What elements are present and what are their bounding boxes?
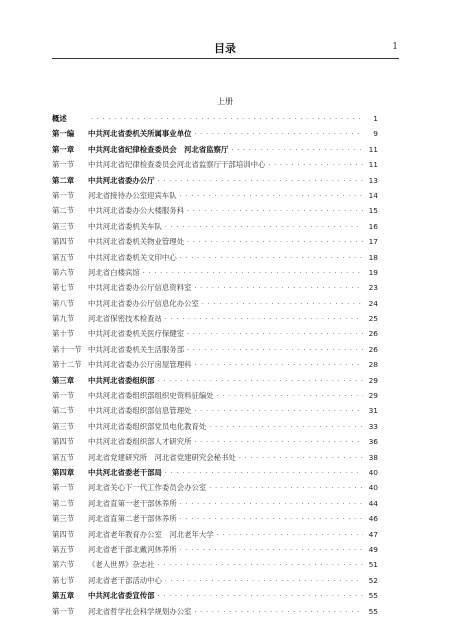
toc-entry-label: 第六节 <box>52 267 75 277</box>
toc-section-entry[interactable] <box>52 403 378 418</box>
toc-entry-page-number: 26 <box>368 329 378 339</box>
toc-entry-title: 河北省关心下一代工作委员会办公室 <box>88 483 207 493</box>
toc-entry-label: 概述 <box>52 114 67 123</box>
toc-entry-title: 河北省白楼宾馆 <box>88 267 140 277</box>
toc-entry-title: 《老人世界》杂志社 <box>88 560 155 570</box>
toc-leader-dots <box>239 451 363 466</box>
toc-entry-label: 第十一节 <box>52 344 82 354</box>
toc-section-entry[interactable] <box>52 357 378 372</box>
toc-entry-page-number: 49 <box>368 544 378 554</box>
toc-entry-page-number: 24 <box>368 298 378 308</box>
toc-section-entry[interactable] <box>52 311 378 326</box>
toc-section-entry[interactable] <box>52 157 378 172</box>
toc-leader-dots <box>158 589 363 604</box>
toc-leader-dots <box>194 358 363 373</box>
toc-leader-dots <box>180 543 363 558</box>
toc-entry-title: 中共河北省委机关所属事业单位 <box>88 129 192 139</box>
toc-leader-dots <box>187 204 363 219</box>
toc-section-entry[interactable] <box>52 604 378 619</box>
toc-section-entry[interactable] <box>52 342 378 357</box>
toc-leader-dots <box>180 189 363 204</box>
toc-entry-title: 河北省保密技术检查站 <box>88 314 162 324</box>
toc-leader-dots <box>187 327 363 342</box>
toc-leader-dots <box>143 266 363 281</box>
toc-leader-dots <box>180 251 363 266</box>
toc-leader-dots <box>194 281 363 296</box>
toc-entry-label: 第二章 <box>52 175 75 185</box>
toc-entry-label: 第五节 <box>52 452 75 462</box>
toc-leader-dots <box>180 497 363 512</box>
toc-entry-page-number: 40 <box>368 483 378 493</box>
toc-entry-title: 河北省接待办公室迎宾车队 <box>88 190 177 200</box>
toc-entry-title: 中共河北省委办公厅 <box>88 175 155 185</box>
toc-leader-dots <box>209 420 363 435</box>
toc-section-entry[interactable] <box>52 188 378 203</box>
toc-entry-label: 第一章 <box>52 144 75 154</box>
toc-section-entry[interactable] <box>52 527 378 542</box>
toc-entry-label: 第五节 <box>52 544 75 554</box>
toc-chapter-entry[interactable] <box>52 111 378 126</box>
toc-section-entry[interactable] <box>52 250 378 265</box>
toc-leader-dots <box>180 512 363 527</box>
toc-entry-label: 第四节 <box>52 437 75 447</box>
toc-entry-page-number: 52 <box>368 575 378 585</box>
toc-entry-page-number: 33 <box>368 421 378 431</box>
table-of-contents <box>52 111 378 619</box>
toc-entry-page-number: 29 <box>368 391 378 401</box>
toc-leader-dots <box>158 174 363 189</box>
toc-section-entry[interactable] <box>52 434 378 449</box>
toc-entry-page-number: 36 <box>368 437 378 447</box>
toc-entry-label: 第一节 <box>52 190 75 200</box>
toc-entry-label: 第十二节 <box>52 360 82 370</box>
toc-section-entry[interactable] <box>52 280 378 295</box>
toc-entry-page-number: 55 <box>368 606 378 616</box>
toc-entry-label: 第一节 <box>52 160 75 170</box>
toc-section-entry[interactable] <box>52 296 378 311</box>
toc-entry-title: 中共河北省委组织部组织史资料征编处 <box>88 391 214 401</box>
toc-entry-label: 第十节 <box>52 329 75 339</box>
toc-leader-dots <box>202 297 363 312</box>
toc-entry-page-number: 1 <box>373 114 378 123</box>
page-number: 1 <box>392 42 398 52</box>
toc-entry-title: 中共河北省委办公厅房屋管理科 <box>88 360 192 370</box>
toc-section-entry[interactable] <box>52 388 378 403</box>
toc-section-entry[interactable] <box>52 542 378 557</box>
toc-entry-title: 中共河北省委组织部 <box>88 375 155 385</box>
toc-entry-label: 第三节 <box>52 421 75 431</box>
toc-entry-label: 第三节 <box>52 514 75 524</box>
toc-entry-label: 第四节 <box>52 529 75 539</box>
toc-entry-title: 中共河北省委机关医疗保健室 <box>88 329 185 339</box>
toc-section-entry[interactable] <box>52 480 378 495</box>
toc-entry-label: 第四章 <box>52 467 75 477</box>
toc-entry-label: 第五节 <box>52 252 75 262</box>
toc-entry-page-number: 25 <box>368 314 378 324</box>
toc-leader-dots <box>158 558 363 573</box>
toc-chapter-entry[interactable] <box>52 126 378 141</box>
toc-entry-label: 第六节 <box>52 560 75 570</box>
toc-entry-title: 河北省直第一老干部休养所 <box>88 498 177 508</box>
toc-entry-page-number: 28 <box>368 360 378 370</box>
toc-entry-title: 中共河北省委老干部局 <box>88 467 162 477</box>
toc-entry-title: 中共河北省委机关生活服务部 <box>88 344 185 354</box>
toc-section-entry[interactable] <box>52 234 378 249</box>
toc-leader-dots <box>165 466 363 481</box>
toc-entry-page-number: 18 <box>368 252 378 262</box>
toc-leader-dots <box>165 220 363 235</box>
toc-entry-page-number: 38 <box>368 452 378 462</box>
toc-leader-dots <box>91 112 363 127</box>
toc-entry-page-number: 29 <box>368 375 378 385</box>
toc-entry-title: 中共河北省委机关文印中心 <box>88 252 177 262</box>
toc-entry-page-number: 15 <box>368 206 378 216</box>
toc-leader-dots <box>194 435 363 450</box>
toc-section-entry[interactable] <box>52 219 378 234</box>
toc-leader-dots <box>194 605 363 620</box>
toc-leader-dots <box>187 235 363 250</box>
toc-entry-title: 中共河北省委组织部党员电化教育处 <box>88 421 207 431</box>
toc-entry-title: 河北省老干部活动中心 <box>88 575 162 585</box>
toc-entry-title: 中共河北省纪律检查委员会 河北省监察厅 <box>88 144 229 154</box>
toc-leader-dots <box>217 389 363 404</box>
toc-section-entry[interactable] <box>52 326 378 341</box>
toc-entry-title: 中共河北省委办公厅信息资料室 <box>88 283 192 293</box>
toc-section-entry[interactable] <box>52 557 378 572</box>
toc-entry-page-number: 9 <box>373 129 378 139</box>
toc-entry-page-number: 44 <box>368 498 378 508</box>
toc-entry-title: 中共河北省委组织部信息管理处 <box>88 406 192 416</box>
toc-entry-page-number: 13 <box>368 175 378 185</box>
toc-entry-title: 中共河北省纪律检查委员会河北省监察厅干部培训中心 <box>88 160 266 170</box>
page-header-title: 目录 <box>214 42 236 55</box>
toc-entry-label: 第三章 <box>52 375 75 385</box>
toc-entry-page-number: 31 <box>368 406 378 416</box>
toc-entry-page-number: 14 <box>368 190 378 200</box>
toc-entry-page-number: 11 <box>368 160 378 170</box>
toc-leader-dots <box>217 528 363 543</box>
toc-entry-label: 第七节 <box>52 575 75 585</box>
toc-entry-page-number: 17 <box>368 237 378 247</box>
toc-entry-label: 第四节 <box>52 237 75 247</box>
toc-entry-title: 河北省老干部北戴河休养所 <box>88 544 177 554</box>
toc-entry-page-number: 46 <box>368 514 378 524</box>
toc-entry-label: 第七节 <box>52 283 75 293</box>
toc-entry-title: 中共河北省委组织部人才研究所 <box>88 437 192 447</box>
toc-leader-dots <box>165 574 363 589</box>
toc-chapter-entry[interactable] <box>52 142 378 157</box>
toc-leader-dots <box>158 374 363 389</box>
toc-chapter-entry[interactable] <box>52 373 378 388</box>
toc-section-entry[interactable] <box>52 203 378 218</box>
toc-entry-page-number: 40 <box>368 467 378 477</box>
toc-entry-title: 河北省老年教育办公室 河北老年大学 <box>88 529 214 539</box>
toc-section-entry[interactable] <box>52 450 378 465</box>
toc-entry-page-number: 19 <box>368 267 378 277</box>
toc-entry-page-number: 51 <box>368 560 378 570</box>
toc-entry-title: 中共河北省委机关车队 <box>88 221 162 231</box>
toc-entry-label: 第五章 <box>52 591 75 601</box>
toc-entry-title: 中共河北省委办公厅信息化办公室 <box>88 298 199 308</box>
header-divider <box>52 58 399 59</box>
toc-entry-label: 第八节 <box>52 298 75 308</box>
toc-leader-dots <box>268 158 363 173</box>
toc-section-entry[interactable] <box>52 265 378 280</box>
toc-entry-title: 中共河北省委机关物业管理处 <box>88 237 185 247</box>
toc-entry-title: 中共河北省委宣传部 <box>88 591 155 601</box>
toc-entry-label: 第一节 <box>52 391 75 401</box>
toc-leader-dots <box>231 143 363 158</box>
toc-entry-title: 中共河北省委办公大楼服务科 <box>88 206 185 216</box>
toc-entry-label: 第二节 <box>52 498 75 508</box>
toc-entry-label: 第二节 <box>52 406 75 416</box>
toc-chapter-entry[interactable] <box>52 465 378 480</box>
toc-entry-title: 河北省直第二老干部休养所 <box>88 514 177 524</box>
toc-entry-title: 河北省党建研究所 河北省党建研究会秘书处 <box>88 452 236 462</box>
toc-entry-label: 第一节 <box>52 483 75 493</box>
toc-entry-page-number: 55 <box>368 591 378 601</box>
toc-chapter-entry[interactable] <box>52 173 378 188</box>
toc-leader-dots <box>187 343 363 358</box>
toc-entry-label: 第九节 <box>52 314 75 324</box>
toc-entry-label: 第二节 <box>52 206 75 216</box>
toc-section-entry[interactable] <box>52 419 378 434</box>
toc-entry-page-number: 26 <box>368 344 378 354</box>
toc-entry-label: 第一节 <box>52 606 75 616</box>
toc-leader-dots <box>165 312 363 327</box>
toc-entry-page-number: 47 <box>368 529 378 539</box>
toc-chapter-entry[interactable] <box>52 588 378 603</box>
toc-section-entry[interactable] <box>52 511 378 526</box>
toc-entry-page-number: 11 <box>368 144 378 154</box>
volume-title: 上册 <box>217 97 233 106</box>
toc-leader-dots <box>194 404 363 419</box>
toc-section-entry[interactable] <box>52 496 378 511</box>
toc-entry-title: 河北省哲学社会科学规划办公室 <box>88 606 192 616</box>
toc-leader-dots <box>194 127 363 142</box>
toc-section-entry[interactable] <box>52 573 378 588</box>
toc-leader-dots <box>209 481 363 496</box>
toc-entry-page-number: 23 <box>368 283 378 293</box>
toc-entry-label: 第三节 <box>52 221 75 231</box>
toc-entry-label: 第一编 <box>52 129 75 139</box>
toc-entry-page-number: 16 <box>368 221 378 231</box>
